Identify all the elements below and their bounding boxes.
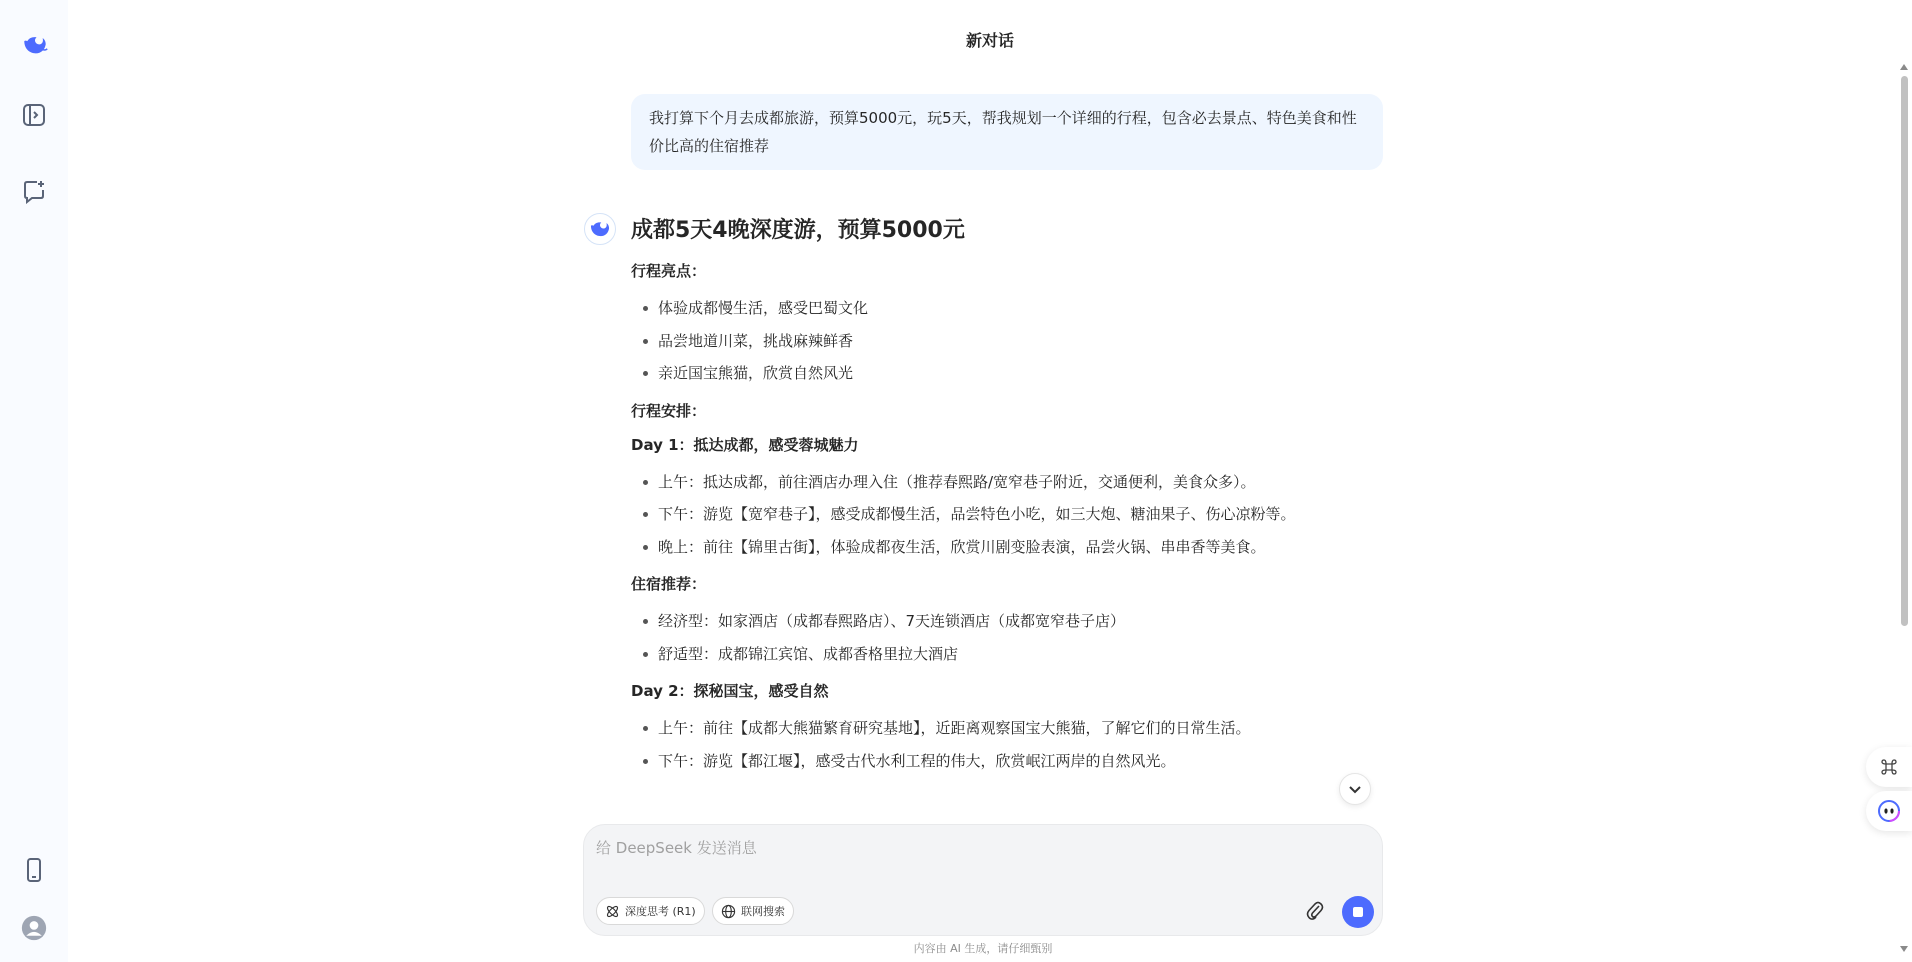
user-message: 我打算下个月去成都旅游，预算5000元，玩5天，帮我规划一个详细的行程，包含必去景点、特色美食和性价比高的住宿推荐 — [631, 94, 1383, 170]
web-search-button[interactable] — [712, 897, 794, 925]
list-item: 晚上：前往【锦里古街】，体验成都夜生活，欣赏川剧变脸表演，品尝火锅、串串香等美食。 — [643, 531, 1391, 564]
message-input[interactable] — [596, 839, 1356, 857]
deepseek-whale-icon — [589, 218, 611, 240]
floating-assistant-button[interactable] — [1866, 791, 1912, 831]
highlights-list — [631, 292, 1391, 390]
message-composer — [583, 824, 1383, 936]
stop-generating-button[interactable] — [1342, 896, 1374, 928]
scroll-down-arrow-icon[interactable] — [1900, 946, 1908, 952]
list-item: 下午：游览【宽窄巷子】，感受成都慢生活，品尝特色小吃，如三大炮、糖油果子、伤心凉粉等。 — [643, 498, 1391, 531]
day1-heading: Day 1：抵达成都，感受蓉城魅力 — [631, 435, 859, 454]
deep-think-button[interactable] — [596, 897, 705, 925]
sidebar — [0, 0, 68, 962]
page-title: 新对话 — [965, 31, 1014, 50]
day2-list — [631, 712, 1391, 777]
scroll-to-bottom-button[interactable] — [1339, 773, 1371, 805]
lodging-heading: 住宿推荐： — [631, 575, 707, 593]
top-bar — [68, 0, 1912, 80]
list-item: 下午：游览【都江堰】，感受古代水利工程的伟大，欣赏岷江两岸的自然风光。 — [643, 745, 1391, 778]
list-item: 经济型：如家酒店（成都春熙路店）、7天连锁酒店（成都宽窄巷子店） — [643, 605, 1391, 638]
list-item: 上午：抵达成都，前往酒店办理入住（推荐春熙路/宽窄巷子附近，交通便利，美食众多）。 — [643, 466, 1391, 499]
deepseek-logo-icon[interactable] — [18, 28, 52, 62]
atom-icon — [605, 904, 620, 919]
ai-disclaimer: 内容由 AI 生成，请仔细甄别 — [913, 942, 1053, 955]
list-item: 体验成都慢生活，感受巴蜀文化 — [643, 292, 1391, 325]
day2-heading: Day 2：探秘国宝，感受自然 — [631, 682, 829, 700]
command-icon — [1880, 758, 1898, 776]
day1-list — [631, 466, 1391, 564]
list-item: 上午：前往【成都大熊猫繁育研究基地】，近距离观察国宝大熊猫，了解它们的日常生活。 — [643, 712, 1391, 745]
chevron-down-icon — [1347, 781, 1363, 797]
globe-icon — [721, 904, 736, 919]
list-item: 舒适型：成都锦江宾馆、成都香格里拉大酒店 — [643, 638, 1391, 671]
stop-icon — [1353, 907, 1363, 917]
lodging-list — [631, 605, 1391, 670]
scroll-up-arrow-icon[interactable] — [1900, 64, 1908, 70]
avatar-icon[interactable] — [19, 913, 49, 943]
attach-button[interactable] — [1303, 899, 1327, 923]
scrollbar-thumb[interactable] — [1901, 76, 1908, 626]
assistant-robot-icon — [1877, 799, 1901, 823]
answer-title: 成都5天4晚深度游，预算5000元 — [631, 218, 965, 243]
assistant-avatar — [584, 213, 616, 245]
highlights-heading: 行程亮点： — [631, 262, 707, 280]
phone-icon[interactable] — [20, 856, 48, 884]
list-item: 亲近国宝熊猫，欣赏自然风光 — [643, 357, 1391, 390]
paperclip-icon — [1305, 900, 1325, 922]
schedule-heading: 行程安排： — [631, 401, 707, 420]
deep-think-label: 深度思考 (R1) — [625, 905, 696, 918]
web-search-label: 联网搜索 — [741, 905, 785, 918]
list-item: 品尝地道川菜，挑战麻辣鲜香 — [643, 325, 1391, 358]
assistant-message — [631, 210, 1391, 822]
new-chat-icon[interactable] — [20, 177, 48, 205]
sidebar-panel-icon[interactable] — [20, 101, 48, 129]
floating-command-button[interactable] — [1866, 747, 1912, 787]
